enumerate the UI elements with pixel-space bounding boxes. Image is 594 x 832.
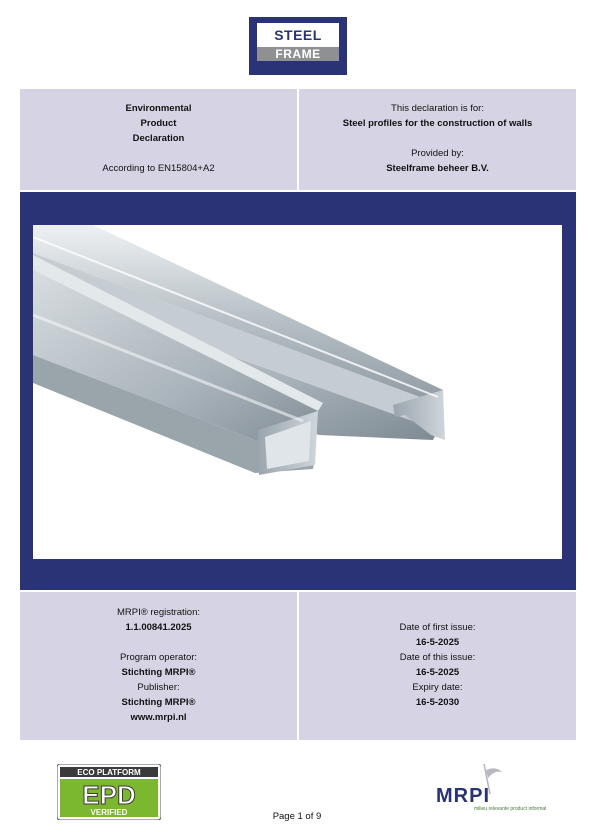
registration-box <box>20 592 297 740</box>
title-line-1: Environmental <box>125 103 192 114</box>
steel-profiles-photo <box>33 225 562 559</box>
mrpi-wordmark: MRPI <box>436 785 490 807</box>
mrpi-logo <box>436 764 546 812</box>
title-line-2: Product <box>140 118 177 129</box>
title-line-3: Declaration <box>132 133 185 144</box>
standard-text: According to EN15804+A2 <box>102 163 215 174</box>
page-number: Page 1 of 9 <box>272 811 322 822</box>
declaration-value: Steel profiles for the construction of walls <box>342 118 533 129</box>
dates-box <box>299 592 576 740</box>
operator-value: Stichting MRPI® <box>121 667 196 678</box>
eco-platform-text: ECO PLATFORM <box>77 768 141 777</box>
website-link[interactable]: www.mrpi.nl <box>130 712 187 723</box>
logo-line-steel: STEEL <box>274 27 322 43</box>
expiry-label: Expiry date: <box>412 682 463 693</box>
registration-label: MRPI® registration: <box>116 607 201 618</box>
logo-line-frame: FRAME <box>275 47 321 61</box>
declaration-label: This declaration is for: <box>391 103 484 114</box>
this-issue-value: 16-5-2025 <box>415 667 460 678</box>
expiry-value: 16-5-2030 <box>415 697 460 708</box>
first-issue-label: Date of first issue: <box>399 622 476 633</box>
declaration-box <box>299 89 576 190</box>
first-issue-value: 16-5-2025 <box>415 637 460 648</box>
mrpi-tagline: milieu relevante product informatie <box>474 806 546 812</box>
epd-title-box <box>20 89 297 190</box>
publisher-value: Stichting MRPI® <box>121 697 196 708</box>
steelframe-logo <box>249 17 347 75</box>
provided-label: Provided by: <box>411 148 464 159</box>
verified-text: VERIFIED <box>90 808 128 817</box>
this-issue-label: Date of this issue: <box>399 652 476 663</box>
registration-value: 1.1.00841.2025 <box>125 622 192 633</box>
publisher-label: Publisher: <box>137 682 180 693</box>
operator-label: Program operator: <box>119 652 198 663</box>
provided-value: Steelframe beheer B.V. <box>386 163 489 174</box>
epd-text: EPD <box>82 780 136 810</box>
